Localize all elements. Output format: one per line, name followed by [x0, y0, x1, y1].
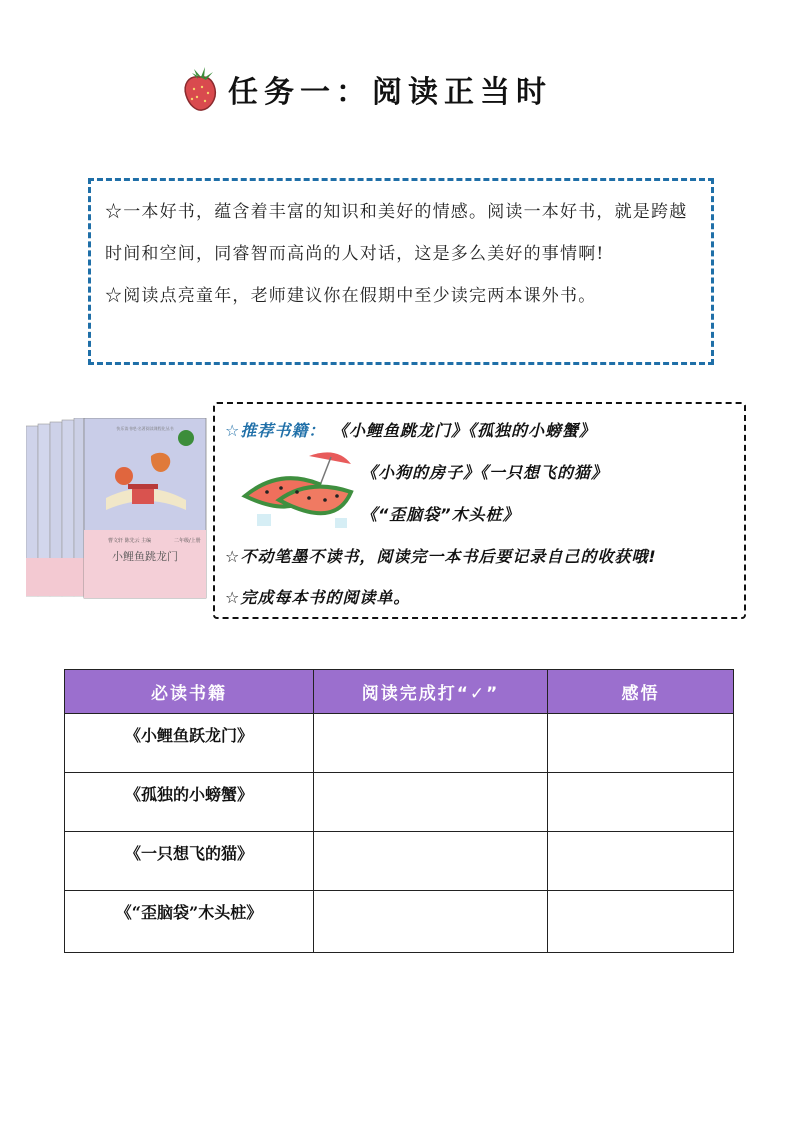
table-row: [65, 773, 734, 832]
done-cell[interactable]: [314, 714, 548, 773]
intro-paragraph-2: ☆阅读点亮童年，老师建议你在假期中至少读完两本课外书。: [105, 286, 597, 306]
feeling-cell[interactable]: [548, 714, 734, 773]
header-done: 阅读完成打“✓”: [314, 670, 548, 714]
strawberry-icon: [180, 65, 220, 113]
feeling-cell[interactable]: [548, 891, 734, 953]
recommend-line-1: [225, 418, 596, 441]
book-title-cell: 《一只想飞的猫》: [65, 832, 314, 891]
done-cell[interactable]: [314, 891, 548, 953]
feeling-cell[interactable]: [548, 832, 734, 891]
recommend-note-2: ☆完成每本书的阅读单。: [225, 588, 411, 607]
table-row: [65, 832, 734, 891]
book-title-cell: 《孤独的小螃蟹》: [65, 773, 314, 832]
done-cell[interactable]: [314, 773, 548, 832]
watermelon-illustration: [239, 448, 359, 534]
table-header-row: [65, 670, 734, 714]
table-row: [65, 891, 734, 953]
book-title-cell: 《“歪脑袋”木头桩》: [65, 891, 314, 953]
recommend-books-3: 《“歪脑袋”木头桩》: [361, 505, 520, 524]
intro-paragraph-1: ☆一本好书，蕴含着丰富的知识和美好的情感。阅读一本好书，就是跨越时间和空间，同睿智而高尚的人对话，这是多么美好的事情啊!: [105, 202, 688, 264]
book-cover-illustration: [26, 418, 208, 602]
recommend-box: [213, 402, 746, 619]
header-books: 必读书籍: [65, 670, 314, 714]
table-row: [65, 714, 734, 773]
recommend-label: ☆推荐书籍：: [225, 421, 326, 440]
page-title: 任务一：阅读正当时: [228, 75, 552, 110]
header-feeling: 感悟: [548, 670, 734, 714]
done-cell[interactable]: [314, 832, 548, 891]
book-cover-series: 快乐读书吧·名著阅读课程化丛书: [116, 426, 174, 431]
intro-box: [88, 178, 714, 365]
book-cover-author: 曹文轩 陈先云 主编: [108, 538, 152, 544]
book-cover-grade: 二年级/上册: [174, 538, 201, 544]
recommend-books-2: 《小狗的房子》《一只想飞的猫》: [361, 463, 609, 482]
reading-table: [64, 669, 734, 953]
recommend-books-1: 《小鲤鱼跳龙门》《孤独的小螃蟹》: [331, 421, 596, 440]
title-row: [180, 64, 552, 114]
feeling-cell[interactable]: [548, 773, 734, 832]
book-cover-title: 小鲤鱼跳龙门: [112, 550, 178, 563]
recommend-note-1: ☆不动笔墨不读书，阅读完一本书后要记录自己的收获哦!: [225, 547, 657, 566]
book-title-cell: 《小鲤鱼跃龙门》: [65, 714, 314, 773]
